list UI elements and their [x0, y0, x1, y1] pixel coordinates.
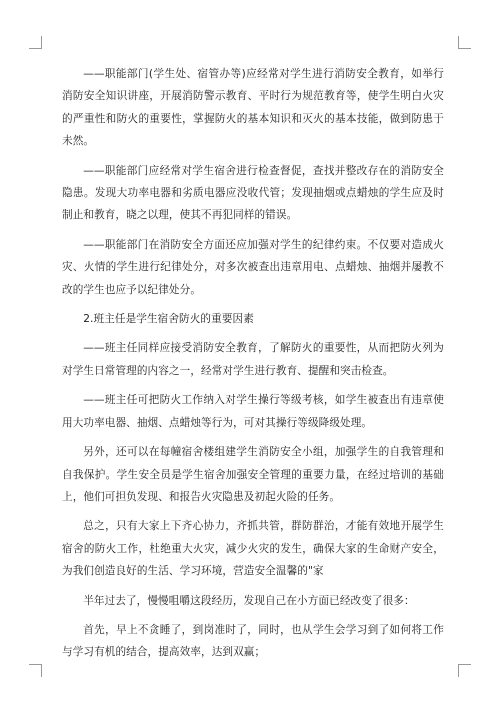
- crop-mark-bottom-right: [458, 664, 471, 677]
- paragraph-7: 总之，只有大家上下齐心协力，齐抓共管，群防群治，才能有效地开展学生宿舍的防火工作，杜绝重大火灾，减少火灾的发生，确保大家的生命财产安全，为我们创造良好的生活、学习环境，营造安全温馨的"家: [62, 520, 444, 578]
- crop-mark-top-left: [29, 36, 42, 49]
- paragraph-6: 另外，还可以在每幢宿舍楼组建学生消防安全小组，加强学生的自我管理和自我保护。学生安全员是学生宿舍加强安全管理的重要力量，在经过培训的基础上，他们可担负发现、和报告火灾隐患及初起火险的任务。: [62, 446, 444, 503]
- section-heading: 2.班主任是学生宿舍防火的重要因素: [83, 313, 254, 326]
- paragraph-5: ——班主任可把防火工作纳入对学生操行等级考核，如学生被查出有违章使用大功率电器、抽烟、点蜡烛等行为，可对其操行等级降级处理。: [62, 394, 444, 429]
- crop-mark-bottom-left: [29, 664, 42, 677]
- paragraph-3: ——职能部门在消防安全方面还应加强对学生的纪律约束。不仅要对造成火灾、火情的学生进行纪律处分，对多次被查出违章用电、点蜡烛、抽烟并屡教不改的学生也应予以纪律处分。: [62, 238, 444, 296]
- paragraph-8: 半年过去了，慢慢咀嚼这段经历，发现自己在小方面已经改变了很多：: [83, 594, 415, 607]
- paragraph-4: ——班主任同样应接受消防安全教育，了解防火的重要性，从而把防火列为对学生日常管理的内容之一，经常对学生进行教育、提醒和突击检查。: [62, 342, 444, 377]
- paragraph-9: 首先，早上不贪睡了，到岗准时了，同时，也从学生会学习到了如何将工作与学习有机的结合，提高效率，达到双赢；: [62, 623, 444, 659]
- document-body: [62, 63, 444, 671]
- paragraph-2: ——职能部门应经常对学生宿舍进行检查督促，查找并整改存在的消防安全隐患。发现大功率电器和劣质电器应没收代管；发现抽烟或点蜡烛的学生应及时制止和教育，晓之以理，使其不再犯同样的错误。: [62, 164, 444, 222]
- crop-mark-top-right: [458, 36, 471, 49]
- paragraph-1: ——职能部门(学生处、宿管办等)应经常对学生进行消防安全教育，如举行消防安全知识讲座，开展消防警示教育、平时行为规范教育等，使学生明白火灾的严重性和防火的重要性，掌握防火的基本知识和灭火的基本技能，做到防患于未然。: [62, 68, 444, 148]
